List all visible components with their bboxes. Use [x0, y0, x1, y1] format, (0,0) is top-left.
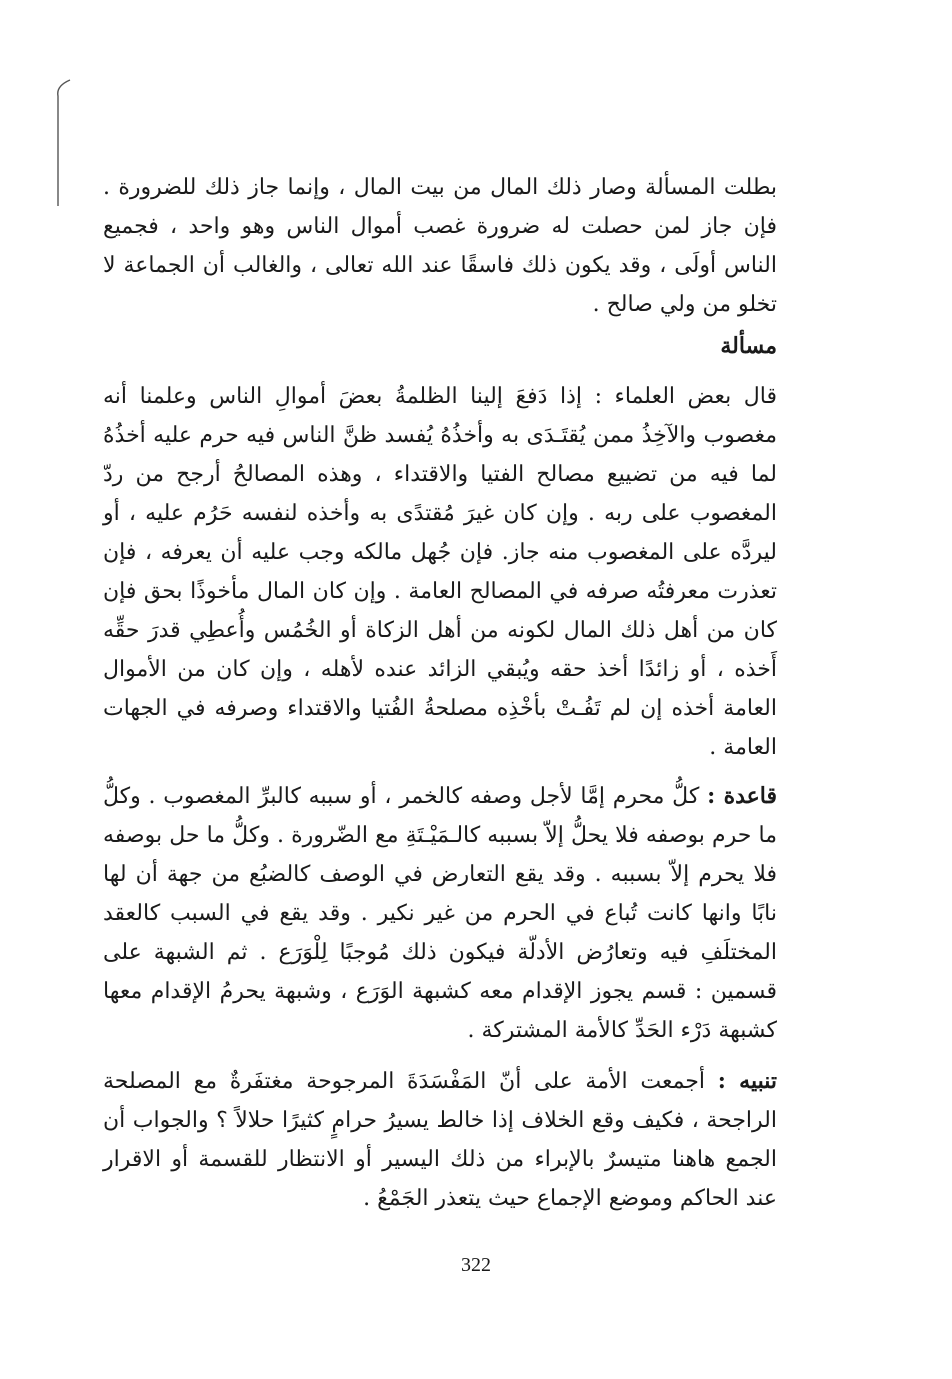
paragraph-3-text: كلُّ محرم إمَّا لأجل وصفه كالخمر ، أو سببه كالبرِّ المغصوب . وكلُّ ما حرم بوصفه فلا يحلُّ إلاّ بسببه كالـمَيْـتَةِ مع الضّرورة . وكلُّ ما حل بوصفه فلا يحرم إلاّ بسببه . وقد يقع التعارض في الوصف كالضبُع من جهة أن لها نابًا وانها كانت تُباع في الحرم من غير نكير . وقد يقع في السبب كالعقد المختلَفِ فيه وتعارُض الأدلّة فيكون ذلك مُوجبًا لِلْوَرَع . ثم الشبهة على قسمين : قسم يجوز الإقدام معه كشبهة الوَرَع ، وشبهة يحرمُ الإقدام معها كشبهة دَرْء الحَدِّ كالأمة المشتركة . [103, 784, 777, 1043]
page-number: 322 [461, 1254, 491, 1276]
paragraph-2: قال بعض العلماء : إذا دَفعَ إلينا الظلمةُ بعضَ أموالِ الناس وعلمنا أنه مغصوب والآخِذُ ممن يُقتَـدَى به وأخذُهُ يُفسد ظنَّ الناس فيه حرم عليه أخذُهُ لما فيه من تضييع مصالح الفتيا والاقتداء ، وهذه المصالحُ أرجح من ردّ المغصوب على ربه . وإن كان غيرَ مُقتدًى به وأخذه لنفسه حَرُم عليه ، أو ليردَّه على المغصوب منه جاز. فإن جُهل مالكه وجب عليه أن يعرفه ، فإن تعذرت معرفتُه صرفه في المصالح العامة . وإن كان المال مأخوذًا بحق فإن كان من أهل ذلك المال لكونه من أهل الزكاة أو الخُمُس وأُعطِي قدرَ حقِّه أَخذه ، أو زائدًا أخذ حقه ويُبقي الزائد عنده لأهله ، وإن كان من الأموال العامة أخذه إن لم تَفُـتْ بأخْذِه مصلحةُ الفُتيا والاقتداء وصرفه في الجهات العامة . [103, 384, 777, 760]
note-label: تنبيه : [717, 1068, 777, 1094]
page-body [103, 168, 777, 1218]
paragraph-1: بطلت المسألة وصار ذلك المال من بيت المال ، وإنما جاز ذلك للضرورة . فإن جاز لمن حصلت له ضرورة غصب أموال الناس وهو واحد ، فجميع الناس أولَى ، وقد يكون ذلك فاسقًا عند الله تعالى ، والغالب أن الجماعة لا تخلو من ولي صالح . [103, 175, 777, 317]
paragraph-3 [103, 777, 777, 1050]
paragraph-4-text: أجمعت الأمة على أنّ المَفْسَدَةَ المرجوحة مغتفَرةٌ مع المصلحة الراجحة ، فكيف وقع الخلاف إذا خالط يسيرُ حرامٍ كثيرًا حلالاً ؟ والجواب أن الجمع هاهنا متيسرٌ بالإبراء من ذلك اليسير أو الانتظار للقسمة أو الاقرار عند الحاكم وموضع الإجماع حيث يتعذر الجَمْعُ . [103, 1069, 777, 1211]
section-heading: مسألة [720, 333, 777, 359]
paragraph-4 [103, 1062, 777, 1218]
rule-label: قاعدة : [707, 783, 778, 809]
margin-bracket-mark [50, 78, 72, 208]
